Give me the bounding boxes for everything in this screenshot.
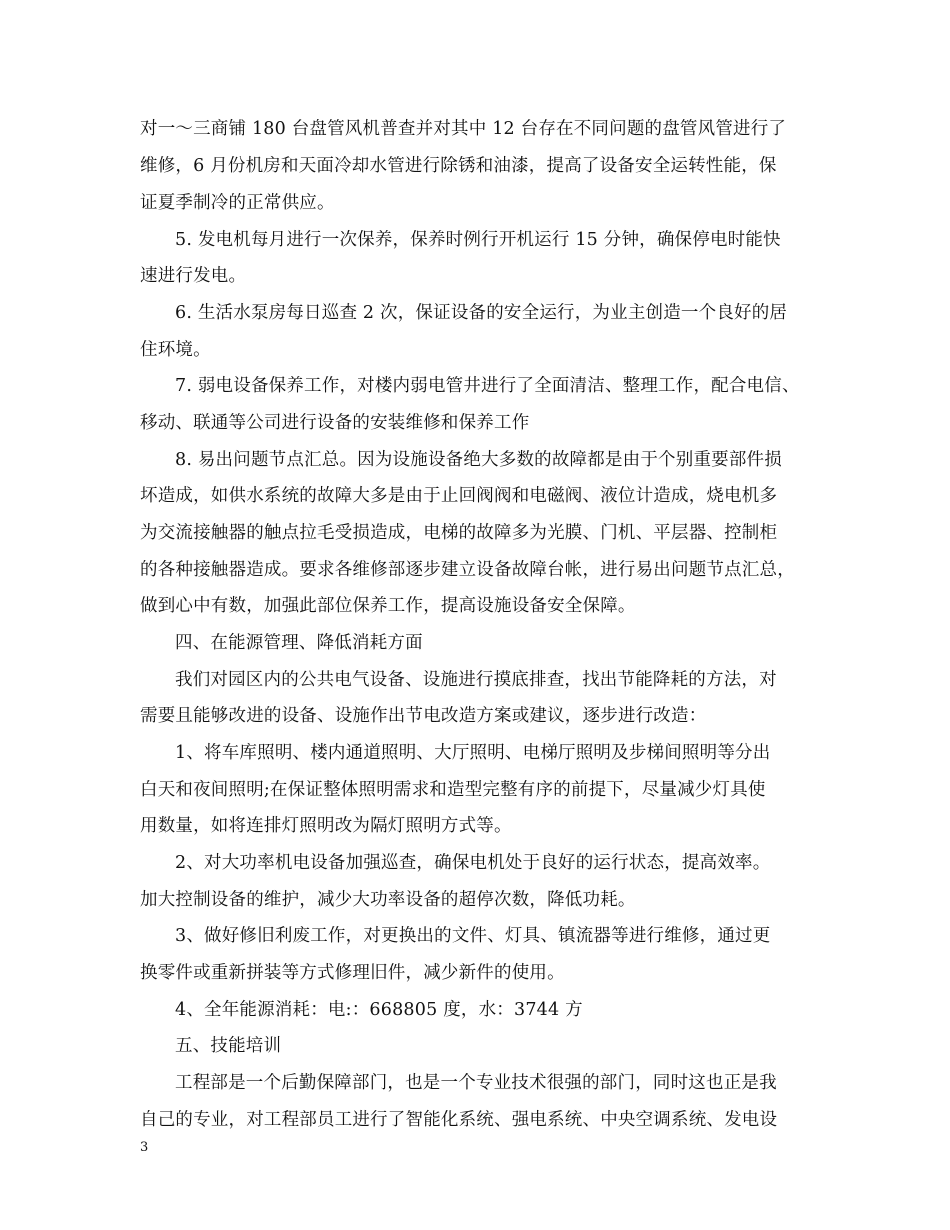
text-line: 需要且能够改进的设备、设施作出节电改造方案或建议，逐步进行改造：: [140, 706, 707, 726]
text-line: 维修，6 月份机房和天面冷却水管进行除锈和油漆，提高了设备安全运转性能，保: [140, 156, 777, 176]
text-line: 5. 发电机每月进行一次保养，保养时例行开机运行 15 分钟，确保停电时能快: [175, 230, 781, 250]
text-line: 证夏季制冷的正常供应。: [140, 193, 335, 213]
text-line: 7. 弱电设备保养工作，对楼内弱电管井进行了全面清洁、整理工作，配合电信、: [175, 376, 800, 396]
text-line: 住环境。: [140, 340, 211, 360]
text-line: 3、做好修旧利废工作，对更换出的文件、灯具、镇流器等进行维修，通过更: [175, 926, 771, 946]
text-line: 我们对园区内的公共电气设备、设施进行摸底排查，找出节能降耗的方法，对: [175, 670, 777, 690]
text-line: 加大控制设备的维护，减少大功率设备的超停次数，降低功耗。: [140, 890, 636, 910]
text-line: 换零件或重新拼装等方式修理旧件，减少新件的使用。: [140, 963, 565, 983]
section-heading: 五、技能培训: [175, 1036, 282, 1056]
text-line: 白天和夜间照明;在保证整体照明需求和造型完整有序的前提下，尽量减少灯具使: [140, 780, 766, 800]
text-line: 1、将车库照明、楼内通道照明、大厅照明、电梯厅照明及步梯间照明等分出: [175, 743, 771, 763]
text-line: 工程部是一个后勤保障部门，也是一个专业技术很强的部门，同时这也正是我: [175, 1073, 777, 1093]
text-line: 8. 易出问题节点汇总。因为设施设备绝大多数的故障都是由于个别重要部件损: [175, 450, 782, 470]
text-line: 坏造成，如供水系统的故障大多是由于止回阀阀和电磁阀、液位计造成，烧电机多: [140, 486, 778, 506]
text-line: 为交流接触器的触点拉毛受损造成，电梯的故障多为光膜、门机、平层器、控制柜: [140, 523, 778, 543]
text-line: 6. 生活水泵房每日巡查 2 次，保证设备的安全运行，为业主创造一个良好的居: [175, 303, 788, 323]
text-line: 2、对大功率机电设备加强巡查，确保电机处于良好的运行状态，提高效率。: [175, 853, 771, 873]
text-line: 做到心中有数，加强此部位保养工作，提高设施设备安全保障。: [140, 596, 636, 616]
text-line: 的各种接触器造成。要求各维修部逐步建立设备故障台帐，进行易出问题节点汇总，: [140, 560, 795, 580]
text-line: 4、全年能源消耗：电:：668805 度，水：3744 方: [175, 1000, 583, 1020]
text-line: 用数量，如将连排灯照明改为隔灯照明方式等。: [140, 816, 512, 836]
text-line: 速进行发电。: [140, 266, 247, 286]
text-line: 自己的专业，对工程部员工进行了智能化系统、强电系统、中央空调系统、发电设: [140, 1110, 778, 1130]
text-line: 移动、联通等公司进行设备的安装维修和保养工作: [140, 413, 530, 433]
page-number: 3: [140, 1140, 149, 1155]
text-line: 对一～三商铺 180 台盘管风机普查并对其中 12 台存在不同问题的盘管风管进行了: [140, 119, 787, 139]
section-heading: 四、在能源管理、降低消耗方面: [175, 633, 423, 653]
